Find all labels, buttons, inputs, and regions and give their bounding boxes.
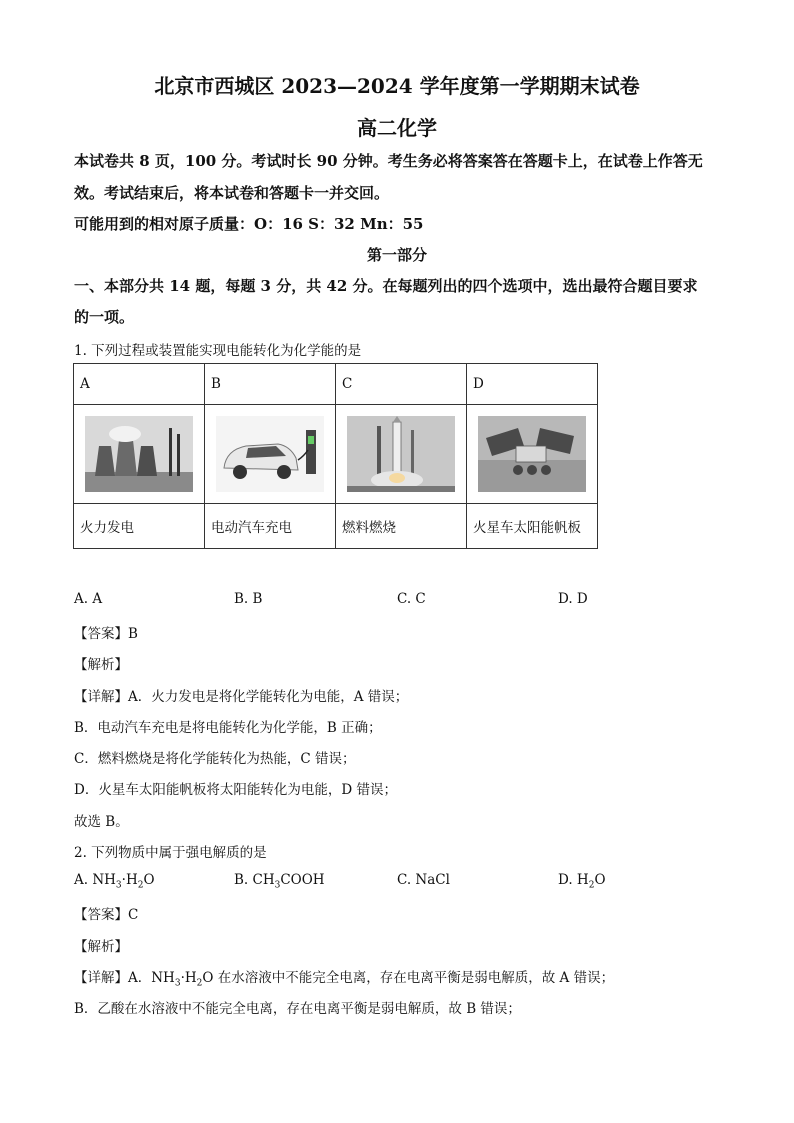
intro-line-2: 效。考试结束后，将本试卷和答题卡一并交回。 — [74, 184, 390, 202]
q1-header-b: B — [205, 364, 336, 405]
q2-stem: 2. 下列物质中属于强电解质的是 — [74, 845, 267, 861]
q2-option-c: C. NaCl — [397, 872, 450, 888]
q2-option-b: B. $CH_3COOH$ — [234, 872, 325, 891]
q1-answer: 【答案】B — [74, 626, 138, 642]
atomic-mass-note: 可能用到的相对原子质量：O：16 S：32 Mn：55 — [74, 215, 424, 233]
exam-title: 北京市西城区 2023—2024 学年度第一学期期末试卷 — [154, 74, 640, 98]
q2-detail-a: 【详解】A．$NH_3\cdot H_2O$ 在水溶液中不能完全电离，存在电离平衡是弱电解质，故 A 错误； — [74, 970, 615, 989]
q1-option-c: C. C — [397, 591, 426, 607]
q2-detail-b: B．乙酸在水溶液中不能完全电离，存在电离平衡是弱电解质，故 B 错误； — [74, 1001, 521, 1017]
q1-conclusion: 故选 B。 — [74, 814, 129, 830]
q2-analysis-label: 【解析】 — [74, 939, 128, 955]
q1-caption-a: 火力发电 — [74, 504, 205, 549]
q1-option-b: B. B — [234, 591, 263, 607]
power-plant-image — [85, 416, 193, 492]
intro-line-1: 本试卷共 8 页，100 分。考试时长 90 分钟。考生务必将答案答在答题卡上，在试卷上作答无 — [74, 152, 703, 170]
q2-option-d: D. $H_2O$ — [558, 872, 606, 891]
q1-detail-c: C．燃料燃烧是将化学能转化为热能，C 错误； — [74, 751, 356, 767]
q1-caption-b: 电动汽车充电 — [205, 504, 336, 549]
mars-rover-image — [478, 416, 586, 492]
q1-detail-d: D．火星车太阳能帆板将太阳能转化为电能，D 错误； — [74, 782, 397, 798]
electric-car-image — [216, 416, 324, 492]
q1-header-a: A — [74, 364, 205, 405]
q1-detail-b: B．电动汽车充电是将电能转化为化学能，B 正确； — [74, 720, 382, 736]
q2-option-a: A. $NH_3\cdot H_2O$ — [74, 872, 155, 891]
part-instruction-2: 的一项。 — [74, 308, 135, 326]
q1-analysis-label: 【解析】 — [74, 657, 128, 673]
part-heading: 第一部分 — [366, 246, 427, 264]
part-instruction-1: 一、本部分共 14 题，每题 3 分，共 42 分。在每题列出的四个选项中，选出最符合题目要求 — [74, 277, 698, 295]
q1-options-table — [73, 363, 598, 549]
q1-caption-d: 火星车太阳能帆板 — [467, 504, 598, 549]
q1-option-d: D. D — [558, 591, 588, 607]
q1-header-c: C — [336, 364, 467, 405]
q1-header-d: D — [467, 364, 598, 405]
q1-stem: 1. 下列过程或装置能实现电能转化为化学能的是 — [74, 343, 362, 359]
q1-detail-a: 【详解】A．火力发电是将化学能转化为电能，A 错误； — [74, 689, 409, 705]
q1-option-a: A. A — [74, 591, 103, 607]
exam-subject: 高二化学 — [357, 116, 437, 140]
rocket-launch-image — [347, 416, 455, 492]
q2-answer: 【答案】C — [74, 907, 139, 923]
q1-caption-c: 燃料燃烧 — [336, 504, 467, 549]
